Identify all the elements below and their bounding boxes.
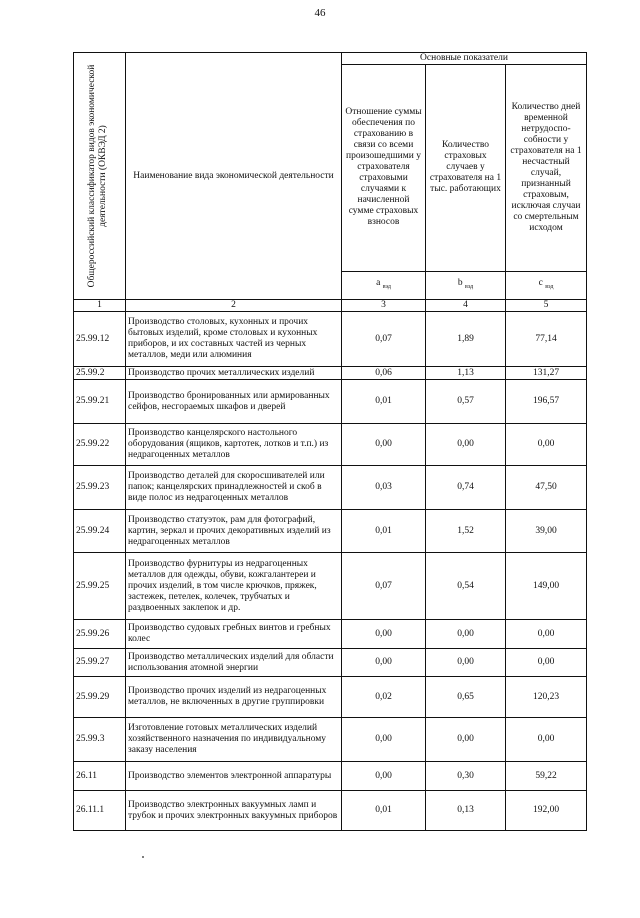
activity-name: Производство прочих металлических изделий [126, 367, 342, 380]
activity-name: Производство статуэток, рам для фотографий, картин, зеркал и прочих декоративных изделий из недрагоценных металлов [126, 510, 342, 553]
column-number: 4 [426, 300, 506, 312]
value-c: 59,22 [506, 762, 587, 791]
column-number: 3 [342, 300, 426, 312]
value-c: 192,00 [506, 791, 587, 831]
okved-code: 25.99.21 [74, 380, 126, 424]
col-c-header: Количество дней временной нетрудоспо-собности у страхователя на 1 несчастный случай, признанный страховым, исключая случаи со смертельным исходом [506, 65, 587, 272]
table-row [74, 791, 587, 831]
okved-code: 25.99.23 [74, 466, 126, 510]
value-c: 196,57 [506, 380, 587, 424]
value-a: 0,03 [342, 466, 426, 510]
value-c: 39,00 [506, 510, 587, 553]
col-a-symbol: a $_{вэд}$ [342, 271, 426, 299]
scan-speck [142, 856, 144, 858]
okved-code: 25.99.29 [74, 677, 126, 718]
table-row [74, 312, 587, 367]
group-header: Основные показатели [342, 53, 587, 65]
table-row [74, 677, 587, 718]
activity-name: Производство металлических изделий для области использования атомной энергии [126, 649, 342, 677]
activity-name: Изготовление готовых металлических изделий хозяйственного назначения по индивидуальному заказу населения [126, 718, 342, 762]
table-row [74, 380, 587, 424]
value-a: 0,07 [342, 553, 426, 620]
activity-name: Производство элементов электронной аппаратуры [126, 762, 342, 791]
value-c: 131,27 [506, 367, 587, 380]
value-b: 0,00 [426, 718, 506, 762]
col-a-header: Отношение суммы обеспечения по страхованию в связи со всеми произошедшими у страхователя страховыми случаями к начисленной сумме страховых взносов [342, 65, 426, 272]
activity-name: Производство канцелярского настольного оборудования (ящиков, картотек, лотков и т.п.) из недрагоценных металлов [126, 424, 342, 466]
value-a: 0,01 [342, 510, 426, 553]
value-a: 0,00 [342, 424, 426, 466]
value-a: 0,00 [342, 620, 426, 649]
okved-code: 26.11 [74, 762, 126, 791]
column-number-row [74, 300, 587, 312]
table-row [74, 367, 587, 380]
okved-code: 25.99.12 [74, 312, 126, 367]
value-b: 0,13 [426, 791, 506, 831]
col-c-symbol: c $_{вэд}$ [506, 271, 587, 299]
okved-header-text: Общероссийский классификатор видов экономической деятельности (ОКВЭД 2) [87, 64, 108, 288]
table-row [74, 553, 587, 620]
okved-code: 26.11.1 [74, 791, 126, 831]
activity-name: Производство бронированных или армированных сейфов, несгораемых шкафов и дверей [126, 380, 342, 424]
indicators-table [73, 52, 587, 831]
column-number: 1 [74, 300, 126, 312]
value-b: 0,30 [426, 762, 506, 791]
okved-code: 25.99.3 [74, 718, 126, 762]
table-row [74, 762, 587, 791]
value-b: 1,89 [426, 312, 506, 367]
okved-code: 25.99.27 [74, 649, 126, 677]
table-row [74, 649, 587, 677]
table-row [74, 620, 587, 649]
value-c: 0,00 [506, 620, 587, 649]
okved-code: 25.99.22 [74, 424, 126, 466]
okved-code: 25.99.24 [74, 510, 126, 553]
column-number: 5 [506, 300, 587, 312]
activity-name: Производство деталей для скоросшивателей или папок; канцелярских принадлежностей и скоб в виде полос из недрагоценных металлов [126, 466, 342, 510]
name-header: Наименование вида экономической деятельности [126, 53, 342, 300]
value-c: 77,14 [506, 312, 587, 367]
col-b-symbol: b $_{вэд}$ [426, 271, 506, 299]
column-number: 2 [126, 300, 342, 312]
value-c: 0,00 [506, 649, 587, 677]
value-c: 120,23 [506, 677, 587, 718]
okved-code: 25.99.2 [74, 367, 126, 380]
value-a: 0,00 [342, 718, 426, 762]
value-b: 0,57 [426, 380, 506, 424]
value-b: 0,74 [426, 466, 506, 510]
value-c: 47,50 [506, 466, 587, 510]
activity-name: Производство электронных вакуумных ламп и трубок и прочих электронных вакуумных приборов [126, 791, 342, 831]
value-a: 0,06 [342, 367, 426, 380]
okved-header [74, 53, 126, 300]
value-c: 149,00 [506, 553, 587, 620]
okved-code: 25.99.25 [74, 553, 126, 620]
table-row [74, 510, 587, 553]
value-a: 0,02 [342, 677, 426, 718]
col-b-header: Количество страховых случаев у страхователя на 1 тыс. работающих [426, 65, 506, 272]
value-a: 0,00 [342, 649, 426, 677]
value-b: 0,00 [426, 620, 506, 649]
activity-name: Производство столовых, кухонных и прочих бытовых изделий, кроме столовых и кухонных приборов, и их составных частей из черных металлов, меди или алюминия [126, 312, 342, 367]
page-number: 46 [314, 7, 326, 19]
activity-name: Производство фурнитуры из недрагоценных металлов для одежды, обуви, кожгалантереи и прочих изделий, в том числе крючков, пряжек, застежек, петелек, колечек, трубчатых и раздвоенных заклепок и др. [126, 553, 342, 620]
value-b: 0,65 [426, 677, 506, 718]
value-b: 1,52 [426, 510, 506, 553]
value-b: 0,54 [426, 553, 506, 620]
table-row [74, 466, 587, 510]
value-a: 0,01 [342, 791, 426, 831]
activity-name: Производство прочих изделий из недрагоценных металлов, не включенных в другие группировки [126, 677, 342, 718]
value-a: 0,00 [342, 762, 426, 791]
okved-code: 25.99.26 [74, 620, 126, 649]
value-b: 0,00 [426, 649, 506, 677]
value-c: 0,00 [506, 424, 587, 466]
value-b: 1,13 [426, 367, 506, 380]
activity-name: Производство судовых гребных винтов и гребных колес [126, 620, 342, 649]
value-b: 0,00 [426, 424, 506, 466]
value-a: 0,07 [342, 312, 426, 367]
value-a: 0,01 [342, 380, 426, 424]
table-row [74, 718, 587, 762]
table-row [74, 424, 587, 466]
value-c: 0,00 [506, 718, 587, 762]
